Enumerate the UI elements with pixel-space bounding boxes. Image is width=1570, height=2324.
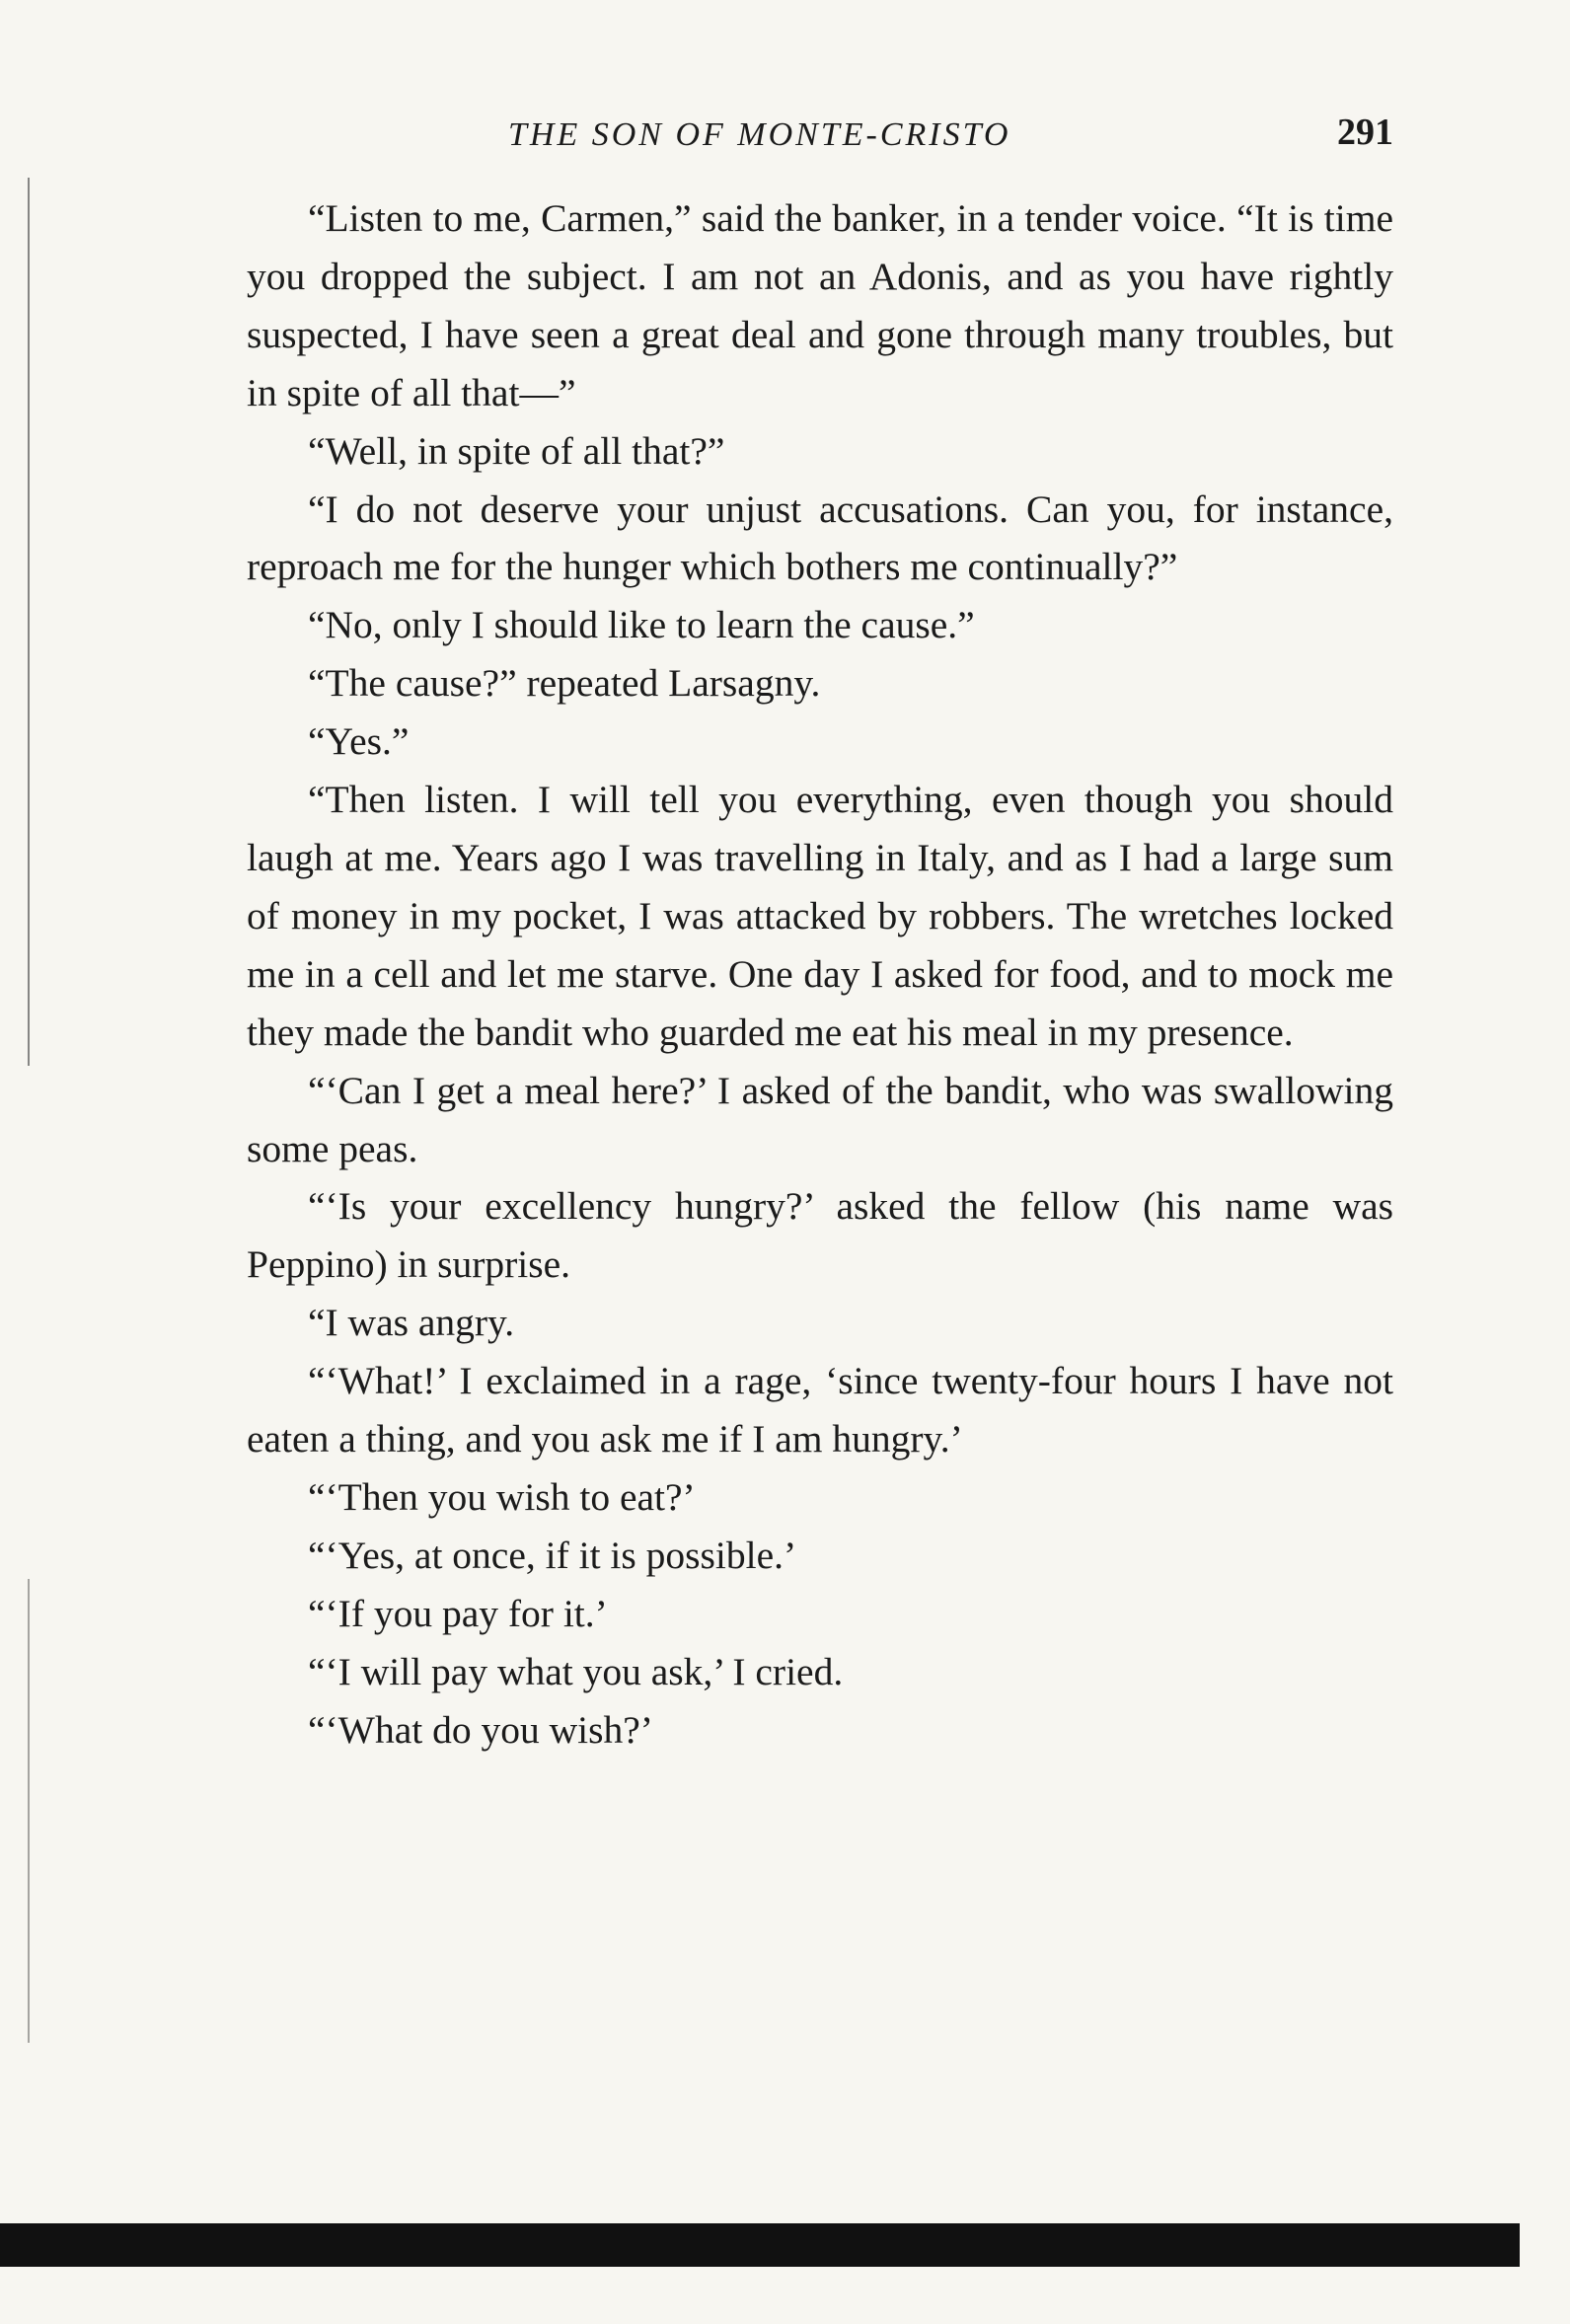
page-number: 291 [1337,112,1393,153]
paragraph-2: “Well, in spite of all that?” [308,428,725,473]
paragraph-6: “Yes.” [308,719,410,764]
paragraph-16: “‘What do you wish?’ [308,1707,653,1752]
paragraph-12: “‘Then you wish to eat?’ [308,1474,696,1519]
page-header [247,111,1393,170]
paragraph-5: “The cause?” repeated Larsagny. [308,661,821,706]
paragraph-13: “‘Yes, at once, if it is possible.’ [308,1533,797,1577]
paragraph-10: “I was angry. [308,1301,515,1345]
body-text [247,189,1393,1759]
paragraph-11: “‘What!’ I exclaimed in a rage, ‘since twenty-four hours I have not eaten a thing, and you ask me if I am hungry.’ [247,1359,1393,1462]
paragraph-3: “I do not deserve your unjust accusations. Can you, for instance, reproach me for the hunger which bothers me continually?” [247,487,1393,589]
left-margin-rule [28,178,30,1066]
scan-bottom-band [0,2223,1520,2267]
paragraph-9: “‘Is your excellency hungry?’ asked the fellow (his name was Peppino) in surprise. [247,1184,1393,1287]
paragraph-1: “Listen to me, Carmen,” said the banker, in a tender voice. “It is time you dropped the subject. I am not an Adonis, and as you have rightly suspected, I have seen a great deal and gone through many troubles, but in spite of all that—” [247,196,1393,414]
running-title: THE SON OF MONTE-CRISTO [508,116,1011,153]
paragraph-14: “‘If you pay for it.’ [308,1591,608,1635]
paragraph-15: “‘I will pay what you ask,’ I cried. [308,1649,844,1693]
paragraph-7: “Then listen. I will tell you everything, even though you should laugh at me. Years ago I was travelling in Italy, and as I had a large sum of money in my pocket, I was attacked by robbers. The wretches locked me in a cell and let me starve. One day I asked for food, and to mock me they made the bandit who guarded me eat his meal in my presence. [247,778,1393,1054]
paragraph-4: “No, only I should like to learn the cause.” [308,603,975,647]
paragraph-8: “‘Can I get a meal here?’ I asked of the bandit, who was swallowing some peas. [247,1068,1393,1170]
left-margin-rule-lower [28,1579,30,2043]
